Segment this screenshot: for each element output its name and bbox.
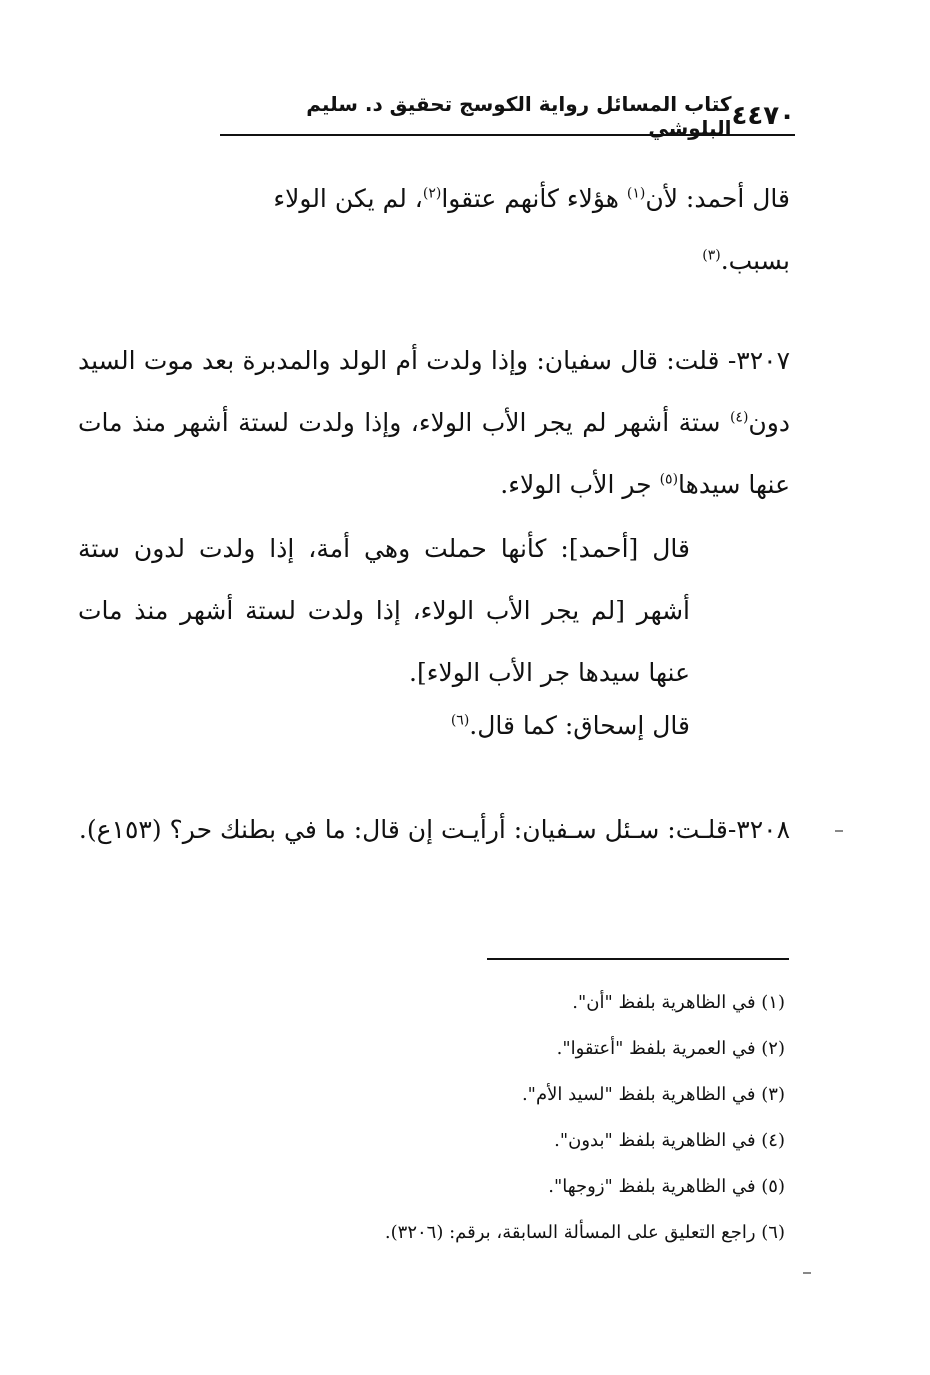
footnote-ref-2: (٢) [422, 185, 442, 202]
scan-speck [835, 830, 843, 832]
entry-3207-question [78, 330, 790, 516]
footnote-ref-4: (٤) [729, 409, 749, 426]
ishaq-answer-text: قال إسحاق: كما قال. [469, 711, 690, 740]
footnote-ref-1: (١) [626, 185, 646, 202]
continuation-text-3: ، لم يكن الولاء [273, 184, 423, 213]
footnote-2: (٢) في العمرية بلفظ "أعتقوا". [556, 1038, 785, 1059]
footnote-5: (٥) في الظاهرية بلفظ "زوجها". [548, 1176, 785, 1197]
entry-3208-question [78, 799, 790, 861]
footnote-ref-3: (٣) [702, 247, 721, 264]
footnote-1: (١) في الظاهرية بلفظ "أن". [572, 992, 785, 1013]
entry-3207-ishaq-answer [78, 695, 690, 757]
continuation-paragraph [78, 168, 790, 292]
continuation-text-2: هؤلاء كأنهم عتقوا [441, 184, 627, 213]
footnote-separator [487, 958, 789, 960]
scan-speck [803, 1272, 811, 1274]
footnote-ref-5: (٥) [659, 471, 679, 488]
running-title: كتاب المسائل رواية الكوسج تحقيق د. سليم البلوشي [306, 92, 732, 140]
continuation-text-1: قال أحمد: لأن [645, 184, 790, 213]
page-header [220, 92, 795, 140]
footnote-4: (٤) في الظاهرية بلفظ "بدون". [554, 1130, 785, 1151]
entry-number-3208: ٣٢٠٨- [727, 815, 790, 844]
entry-3207-question-text-1: قلت: قال سفيان: وإذا ولدت أم الولد والمدبرة بعد موت السيد دون [78, 346, 790, 437]
entry-3207-ahmad-answer [78, 518, 690, 704]
footnotes-list [145, 980, 785, 1256]
entry-3207-question-text-3: جر الأب الولاء. [500, 470, 660, 499]
entry-number-3207: ٣٢٠٧- [727, 346, 790, 375]
footnote-6: (٦) راجع التعليق على المسألة السابقة، برقم: (٣٢٠٦). [384, 1222, 785, 1243]
entry-3207-question-text-2: ستة أشهر لم يجر الأب الولاء، وإذا ولدت لستة أشهر منذ مات عنها سيدها [78, 408, 790, 499]
ahmad-answer-text: قال [أحمد]: كأنها حملت وهي أمة، إذا ولدت لدون ستة أشهر [لم يجر الأب الولاء، إذا ولدت لستة أشهر منذ مات عنها سيدها جر الأب الولاء]. [78, 534, 690, 687]
entry-3208-text: قلـت: سـئل سـفيان: أرأيـت إن قال: ما في بطنك حر؟ (١٥٣ع). [78, 815, 728, 844]
page-number: ٤٤٧٠ [731, 101, 795, 131]
footnote-3: (٣) في الظاهرية بلفظ "لسيد الأم". [521, 1084, 785, 1105]
continuation-text-4: بسبب. [720, 246, 790, 275]
footnote-ref-6: (٦) [450, 712, 470, 729]
